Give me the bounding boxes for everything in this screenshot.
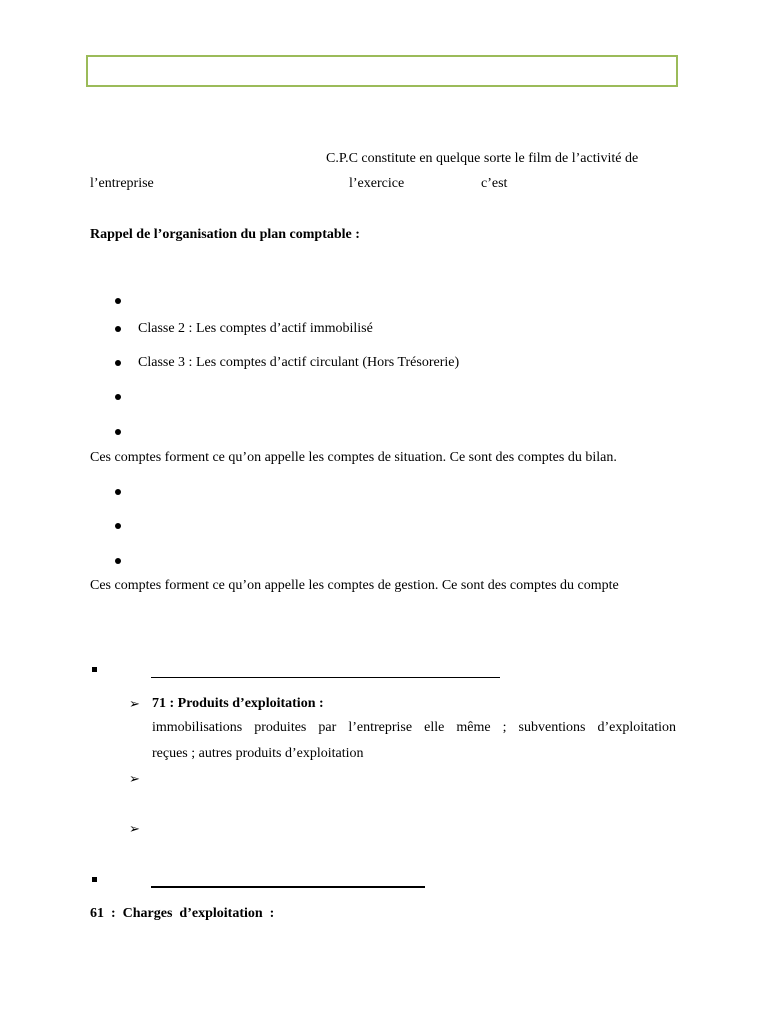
intro-word-cest: c’est [481,176,508,191]
arrow-bullet-icon: ➢ [129,696,140,711]
square-bullet [92,877,97,882]
item-61-title: 61 : Charges d’exploitation : [90,906,275,921]
intro-word-entreprise: l’entreprise [90,176,154,191]
bullet-dot [115,558,121,564]
square-bullet [92,667,97,672]
bullet-dot [115,394,121,400]
item-71-line-2: reçues ; autres produits d’exploitation [152,746,364,761]
bullet-dot [115,523,121,529]
charges-underline [151,886,425,888]
item-71-line-1: immobilisations produites par l’entreprise elle même ; subventions d’exploitation [152,720,676,735]
arrow-bullet-icon: ➢ [129,821,140,836]
bilan-item-3: Classe 3 : Les comptes d’actif circulant (Hors Trésorerie) [138,355,460,370]
bullet-dot [115,489,121,495]
item-71-title: 71 : Produits d’exploitation : [152,696,324,711]
bullet-dot [115,298,121,304]
produits-underline [151,677,500,678]
bullet-dot [115,360,121,366]
note-gestion: Ces comptes forment ce qu’on appelle les comptes de gestion. Ce sont des comptes du compte [90,578,619,593]
title-box [86,55,678,87]
bilan-item-2: Classe 2 : Les comptes d’actif immobilisé [138,321,373,336]
note-situation: Ces comptes forment ce qu’on appelle les comptes de situation. Ce sont des comptes du bilan. [90,450,617,465]
intro-line-1: C.P.C constitute en quelque sorte le film de l’activité de [326,151,639,166]
bullet-dot [115,429,121,435]
heading-rappel: Rappel de l’organisation du plan comptable : [90,227,360,242]
intro-word-exercice: l’exercice [349,176,405,191]
bullet-dot [115,326,121,332]
arrow-bullet-icon: ➢ [129,771,140,786]
